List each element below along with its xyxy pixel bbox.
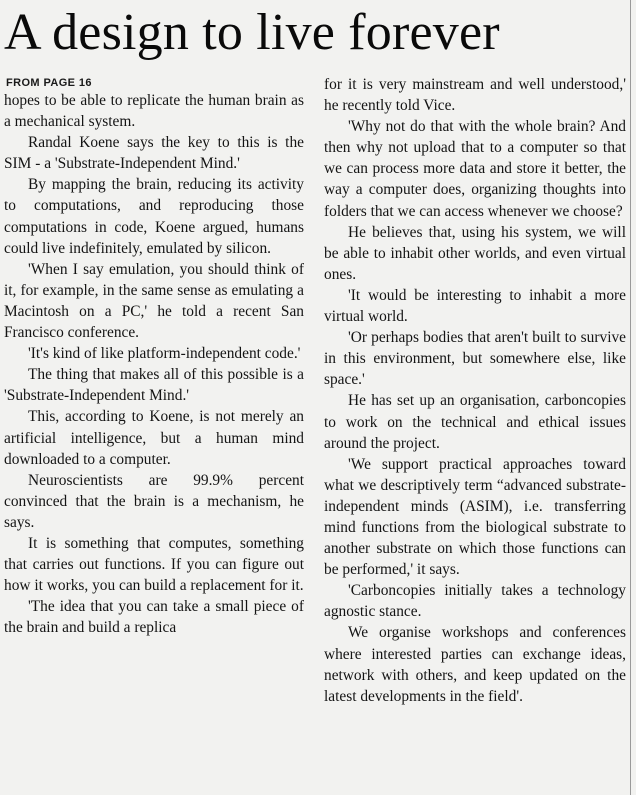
paragraph: 'Carboncopies initially takes a technology agnostic stance. [324, 582, 626, 621]
jump-line: FROM PAGE 16 [6, 77, 92, 89]
paragraph: He believes that, using his system, we will be able to inhabit other worlds, and even virtual ones. [324, 223, 626, 283]
headline: A design to live forever [4, 4, 500, 61]
left-column [4, 74, 304, 638]
paragraph: Neuroscientists are 99.9% percent convinced that the brain is a mechanism, he says. [4, 471, 304, 531]
paragraph: He has set up an organisation, carboncopies to work on the technical and ethical issues around the project. [324, 392, 626, 452]
paragraph: 'When I say emulation, you should think of it, for example, in the same sense as emulating a Macintosh on a PC,' he told a recent San Francisco conference. [4, 260, 304, 342]
paragraph: We organise workshops and conferences where interested parties can exchange ideas, network with others, and keep updated on the latest developments in the field'. [324, 624, 626, 705]
paragraph: for it is very mainstream and well understood,' he recently told Vice. [324, 76, 626, 115]
paragraph: 'It's kind of like platform-independent code.' [28, 345, 301, 363]
paragraph: 'Or perhaps bodies that aren't built to survive in this environment, but somewhere else, like space.' [324, 329, 626, 389]
paragraph: Randal Koene says the key to this is the SIM - a 'Substrate-Independent Mind.' [4, 134, 304, 173]
paragraph: hopes to be able to replicate the human brain as a mechanical system. [4, 92, 304, 131]
column-rule [630, 0, 631, 795]
paragraph: 'The idea that you can take a small piece of the brain and build a replica [4, 598, 304, 637]
paragraph: 'It would be interesting to inhabit a more virtual world. [324, 286, 626, 326]
paragraph: The thing that makes all of this possible is a 'Substrate-Independent Mind.' [4, 366, 304, 405]
paragraph: 'We support practical approaches toward what we descriptively term “advanced substrate-independent minds (ASIM), i.e. transferring mind functions from the biological substrate to another substrate on which those functions can be performed,' it says. [324, 455, 626, 579]
paragraph: It is something that computes, something that carries out functions. If you can figure out how it works, you can build a replacement for it. [4, 534, 304, 595]
right-column [324, 74, 626, 707]
paragraph: By mapping the brain, reducing its activity to computations, and reproducing those computations in code, Koene argued, humans could live indefinitely, emulated by silicon. [4, 176, 304, 257]
paragraph: This, according to Koene, is not merely an artificial intelligence, but a human mind downloaded to a computer. [4, 408, 304, 468]
paragraph: 'Why not do that with the whole brain? And then why not upload that to a computer so that we can process more data and store it better, the way a computer does, organizing thoughts into folders that we can access whenever we choose? [324, 118, 626, 220]
